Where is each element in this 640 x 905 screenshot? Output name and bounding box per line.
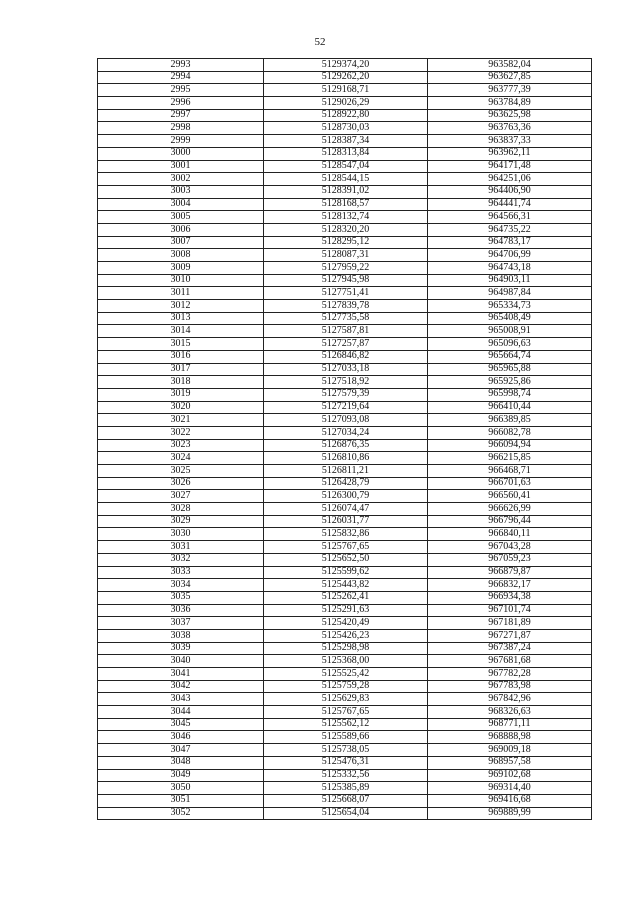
- y-coordinate-cell: 964706,99: [428, 249, 592, 262]
- x-coordinate-cell: 5127839,78: [264, 300, 428, 313]
- point-number-cell: 3003: [98, 185, 264, 198]
- table-row: [98, 287, 592, 300]
- table-row: [98, 363, 592, 376]
- y-coordinate-cell: 965925,86: [428, 376, 592, 389]
- y-coordinate-cell: 964903,11: [428, 274, 592, 287]
- point-number-cell: 3046: [98, 731, 264, 744]
- x-coordinate-cell: 5127034,24: [264, 426, 428, 439]
- y-coordinate-cell: 963625,98: [428, 109, 592, 122]
- y-coordinate-cell: 967059,23: [428, 553, 592, 566]
- x-coordinate-cell: 5125738,05: [264, 744, 428, 757]
- point-number-cell: 3008: [98, 249, 264, 262]
- y-coordinate-cell: 967271,87: [428, 629, 592, 642]
- point-number-cell: 3016: [98, 350, 264, 363]
- y-coordinate-cell: 966701,63: [428, 477, 592, 490]
- table-row: [98, 223, 592, 236]
- y-coordinate-cell: 966389,85: [428, 414, 592, 427]
- table-row: [98, 807, 592, 820]
- point-number-cell: 3042: [98, 680, 264, 693]
- y-coordinate-cell: 965334,73: [428, 300, 592, 313]
- point-number-cell: 3032: [98, 553, 264, 566]
- x-coordinate-cell: 5125385,89: [264, 782, 428, 795]
- point-number-cell: 3027: [98, 490, 264, 503]
- x-coordinate-cell: 5127093,08: [264, 414, 428, 427]
- coordinates-table-body: [98, 59, 592, 820]
- x-coordinate-cell: 5128391,02: [264, 185, 428, 198]
- point-number-cell: 3009: [98, 262, 264, 275]
- y-coordinate-cell: 967783,98: [428, 680, 592, 693]
- y-coordinate-cell: 964735,22: [428, 223, 592, 236]
- table-row: [98, 109, 592, 122]
- table-row: [98, 350, 592, 363]
- table-row: [98, 756, 592, 769]
- x-coordinate-cell: 5128168,57: [264, 198, 428, 211]
- point-number-cell: 3047: [98, 744, 264, 757]
- point-number-cell: 3022: [98, 426, 264, 439]
- y-coordinate-cell: 966094,94: [428, 439, 592, 452]
- x-coordinate-cell: 5126846,82: [264, 350, 428, 363]
- table-row: [98, 388, 592, 401]
- y-coordinate-cell: 966934,38: [428, 591, 592, 604]
- y-coordinate-cell: 966626,99: [428, 503, 592, 516]
- x-coordinate-cell: 5125562,12: [264, 718, 428, 731]
- table-row: [98, 668, 592, 681]
- point-number-cell: 2998: [98, 122, 264, 135]
- y-coordinate-cell: 964441,74: [428, 198, 592, 211]
- x-coordinate-cell: 5127945,98: [264, 274, 428, 287]
- x-coordinate-cell: 5125332,56: [264, 769, 428, 782]
- y-coordinate-cell: 969102,68: [428, 769, 592, 782]
- table-row: [98, 249, 592, 262]
- y-coordinate-cell: 964743,18: [428, 262, 592, 275]
- table-row: [98, 262, 592, 275]
- table-row: [98, 185, 592, 198]
- table-row: [98, 338, 592, 351]
- x-coordinate-cell: 5128922,80: [264, 109, 428, 122]
- y-coordinate-cell: 966832,17: [428, 579, 592, 592]
- point-number-cell: 3014: [98, 325, 264, 338]
- point-number-cell: 3029: [98, 515, 264, 528]
- point-number-cell: 3034: [98, 579, 264, 592]
- y-coordinate-cell: 967842,96: [428, 693, 592, 706]
- point-number-cell: 3017: [98, 363, 264, 376]
- x-coordinate-cell: 5128387,34: [264, 135, 428, 148]
- point-number-cell: 3015: [98, 338, 264, 351]
- y-coordinate-cell: 963777,39: [428, 84, 592, 97]
- x-coordinate-cell: 5126810,86: [264, 452, 428, 465]
- x-coordinate-cell: 5127751,41: [264, 287, 428, 300]
- x-coordinate-cell: 5127033,18: [264, 363, 428, 376]
- y-coordinate-cell: 967681,68: [428, 655, 592, 668]
- table-row: [98, 465, 592, 478]
- point-number-cell: 3052: [98, 807, 264, 820]
- y-coordinate-cell: 964783,17: [428, 236, 592, 249]
- table-row: [98, 769, 592, 782]
- table-row: [98, 642, 592, 655]
- y-coordinate-cell: 966410,44: [428, 401, 592, 414]
- point-number-cell: 3045: [98, 718, 264, 731]
- x-coordinate-cell: 5126031,77: [264, 515, 428, 528]
- y-coordinate-cell: 967181,89: [428, 617, 592, 630]
- point-number-cell: 2997: [98, 109, 264, 122]
- point-number-cell: 3020: [98, 401, 264, 414]
- point-number-cell: 3030: [98, 528, 264, 541]
- y-coordinate-cell: 964987,84: [428, 287, 592, 300]
- y-coordinate-cell: 964566,31: [428, 211, 592, 224]
- x-coordinate-cell: 5129168,71: [264, 84, 428, 97]
- x-coordinate-cell: 5128320,20: [264, 223, 428, 236]
- table-row: [98, 439, 592, 452]
- table-row: [98, 236, 592, 249]
- point-number-cell: 3038: [98, 629, 264, 642]
- point-number-cell: 3037: [98, 617, 264, 630]
- y-coordinate-cell: 966879,87: [428, 566, 592, 579]
- point-number-cell: 3000: [98, 147, 264, 160]
- x-coordinate-cell: 5125668,07: [264, 794, 428, 807]
- y-coordinate-cell: 963962,11: [428, 147, 592, 160]
- y-coordinate-cell: 965998,74: [428, 388, 592, 401]
- x-coordinate-cell: 5125298,98: [264, 642, 428, 655]
- x-coordinate-cell: 5125262,41: [264, 591, 428, 604]
- table-row: [98, 160, 592, 173]
- table-row: [98, 211, 592, 224]
- point-number-cell: 3039: [98, 642, 264, 655]
- point-number-cell: 2994: [98, 71, 264, 84]
- x-coordinate-cell: 5125652,50: [264, 553, 428, 566]
- point-number-cell: 3040: [98, 655, 264, 668]
- table-row: [98, 706, 592, 719]
- point-number-cell: 3031: [98, 541, 264, 554]
- point-number-cell: 3004: [98, 198, 264, 211]
- point-number-cell: 3041: [98, 668, 264, 681]
- point-number-cell: 3033: [98, 566, 264, 579]
- x-coordinate-cell: 5126811,21: [264, 465, 428, 478]
- table-row: [98, 490, 592, 503]
- x-coordinate-cell: 5125599,62: [264, 566, 428, 579]
- y-coordinate-cell: 968888,98: [428, 731, 592, 744]
- y-coordinate-cell: 967101,74: [428, 604, 592, 617]
- point-number-cell: 2999: [98, 135, 264, 148]
- table-row: [98, 71, 592, 84]
- point-number-cell: 3050: [98, 782, 264, 795]
- point-number-cell: 3011: [98, 287, 264, 300]
- y-coordinate-cell: 967782,28: [428, 668, 592, 681]
- x-coordinate-cell: 5125476,31: [264, 756, 428, 769]
- table-row: [98, 553, 592, 566]
- point-number-cell: 3051: [98, 794, 264, 807]
- table-row: [98, 426, 592, 439]
- table-row: [98, 97, 592, 110]
- point-number-cell: 3043: [98, 693, 264, 706]
- y-coordinate-cell: 965096,63: [428, 338, 592, 351]
- x-coordinate-cell: 5129262,20: [264, 71, 428, 84]
- table-row: [98, 122, 592, 135]
- x-coordinate-cell: 5127579,39: [264, 388, 428, 401]
- y-coordinate-cell: 967387,24: [428, 642, 592, 655]
- x-coordinate-cell: 5128295,12: [264, 236, 428, 249]
- point-number-cell: 3028: [98, 503, 264, 516]
- x-coordinate-cell: 5128087,31: [264, 249, 428, 262]
- table-row: [98, 604, 592, 617]
- x-coordinate-cell: 5128313,84: [264, 147, 428, 160]
- table-row: [98, 59, 592, 72]
- y-coordinate-cell: 969314,40: [428, 782, 592, 795]
- point-number-cell: 3035: [98, 591, 264, 604]
- table-row: [98, 312, 592, 325]
- table-row: [98, 135, 592, 148]
- point-number-cell: 3023: [98, 439, 264, 452]
- point-number-cell: 3048: [98, 756, 264, 769]
- point-number-cell: 3007: [98, 236, 264, 249]
- table-row: [98, 84, 592, 97]
- y-coordinate-cell: 968326,63: [428, 706, 592, 719]
- point-number-cell: 3010: [98, 274, 264, 287]
- table-row: [98, 173, 592, 186]
- x-coordinate-cell: 5125832,86: [264, 528, 428, 541]
- x-coordinate-cell: 5125759,28: [264, 680, 428, 693]
- y-coordinate-cell: 966796,44: [428, 515, 592, 528]
- x-coordinate-cell: 5127518,92: [264, 376, 428, 389]
- y-coordinate-cell: 966468,71: [428, 465, 592, 478]
- point-number-cell: 2993: [98, 59, 264, 72]
- point-number-cell: 3049: [98, 769, 264, 782]
- table-row: [98, 782, 592, 795]
- y-coordinate-cell: 963837,33: [428, 135, 592, 148]
- y-coordinate-cell: 965965,88: [428, 363, 592, 376]
- x-coordinate-cell: 5126876,35: [264, 439, 428, 452]
- table-row: [98, 147, 592, 160]
- point-number-cell: 3025: [98, 465, 264, 478]
- table-row: [98, 274, 592, 287]
- point-number-cell: 3013: [98, 312, 264, 325]
- y-coordinate-cell: 963784,89: [428, 97, 592, 110]
- point-number-cell: 3006: [98, 223, 264, 236]
- x-coordinate-cell: 5125589,66: [264, 731, 428, 744]
- point-number-cell: 3019: [98, 388, 264, 401]
- table-row: [98, 325, 592, 338]
- y-coordinate-cell: 969009,18: [428, 744, 592, 757]
- x-coordinate-cell: 5125654,04: [264, 807, 428, 820]
- y-coordinate-cell: 966840,11: [428, 528, 592, 541]
- point-number-cell: 3036: [98, 604, 264, 617]
- x-coordinate-cell: 5129374,20: [264, 59, 428, 72]
- x-coordinate-cell: 5125291,63: [264, 604, 428, 617]
- x-coordinate-cell: 5126300,79: [264, 490, 428, 503]
- table-row: [98, 655, 592, 668]
- table-row: [98, 528, 592, 541]
- table-row: [98, 744, 592, 757]
- table-row: [98, 401, 592, 414]
- table-row: [98, 693, 592, 706]
- x-coordinate-cell: 5126428,79: [264, 477, 428, 490]
- x-coordinate-cell: 5126074,47: [264, 503, 428, 516]
- x-coordinate-cell: 5125368,00: [264, 655, 428, 668]
- y-coordinate-cell: 966560,41: [428, 490, 592, 503]
- x-coordinate-cell: 5127735,58: [264, 312, 428, 325]
- x-coordinate-cell: 5127587,81: [264, 325, 428, 338]
- table-row: [98, 452, 592, 465]
- y-coordinate-cell: 969889,99: [428, 807, 592, 820]
- y-coordinate-cell: 963763,36: [428, 122, 592, 135]
- table-row: [98, 198, 592, 211]
- point-number-cell: 3024: [98, 452, 264, 465]
- x-coordinate-cell: 5128730,03: [264, 122, 428, 135]
- y-coordinate-cell: 963582,04: [428, 59, 592, 72]
- y-coordinate-cell: 966082,78: [428, 426, 592, 439]
- x-coordinate-cell: 5125767,65: [264, 706, 428, 719]
- x-coordinate-cell: 5125420,49: [264, 617, 428, 630]
- y-coordinate-cell: 964251,06: [428, 173, 592, 186]
- table-row: [98, 414, 592, 427]
- y-coordinate-cell: 968771,11: [428, 718, 592, 731]
- point-number-cell: 3044: [98, 706, 264, 719]
- table-row: [98, 680, 592, 693]
- point-number-cell: 3005: [98, 211, 264, 224]
- y-coordinate-cell: 965664,74: [428, 350, 592, 363]
- y-coordinate-cell: 967043,28: [428, 541, 592, 554]
- table-row: [98, 794, 592, 807]
- point-number-cell: 3012: [98, 300, 264, 313]
- point-number-cell: 3026: [98, 477, 264, 490]
- table-row: [98, 566, 592, 579]
- table-row: [98, 579, 592, 592]
- x-coordinate-cell: 5129026,29: [264, 97, 428, 110]
- x-coordinate-cell: 5128544,15: [264, 173, 428, 186]
- page-number: 52: [314, 36, 326, 48]
- table-row: [98, 376, 592, 389]
- table-row: [98, 300, 592, 313]
- x-coordinate-cell: 5125767,65: [264, 541, 428, 554]
- x-coordinate-cell: 5125629,83: [264, 693, 428, 706]
- point-number-cell: 3018: [98, 376, 264, 389]
- y-coordinate-cell: 963627,85: [428, 71, 592, 84]
- table-row: [98, 629, 592, 642]
- x-coordinate-cell: 5127959,22: [264, 262, 428, 275]
- table-row: [98, 591, 592, 604]
- x-coordinate-cell: 5128132,74: [264, 211, 428, 224]
- x-coordinate-cell: 5128547,04: [264, 160, 428, 173]
- point-number-cell: 3021: [98, 414, 264, 427]
- x-coordinate-cell: 5127219,64: [264, 401, 428, 414]
- table-row: [98, 718, 592, 731]
- x-coordinate-cell: 5125443,82: [264, 579, 428, 592]
- y-coordinate-cell: 968957,58: [428, 756, 592, 769]
- y-coordinate-cell: 965408,49: [428, 312, 592, 325]
- x-coordinate-cell: 5125426,23: [264, 629, 428, 642]
- table-row: [98, 731, 592, 744]
- point-number-cell: 3001: [98, 160, 264, 173]
- y-coordinate-cell: 969416,68: [428, 794, 592, 807]
- y-coordinate-cell: 966215,85: [428, 452, 592, 465]
- coordinates-table: [97, 58, 592, 820]
- point-number-cell: 3002: [98, 173, 264, 186]
- table-row: [98, 503, 592, 516]
- table-row: [98, 617, 592, 630]
- point-number-cell: 2996: [98, 97, 264, 110]
- table-row: [98, 541, 592, 554]
- x-coordinate-cell: 5125525,42: [264, 668, 428, 681]
- y-coordinate-cell: 965008,91: [428, 325, 592, 338]
- y-coordinate-cell: 964171,48: [428, 160, 592, 173]
- table-row: [98, 515, 592, 528]
- y-coordinate-cell: 964406,90: [428, 185, 592, 198]
- point-number-cell: 2995: [98, 84, 264, 97]
- table-row: [98, 477, 592, 490]
- x-coordinate-cell: 5127257,87: [264, 338, 428, 351]
